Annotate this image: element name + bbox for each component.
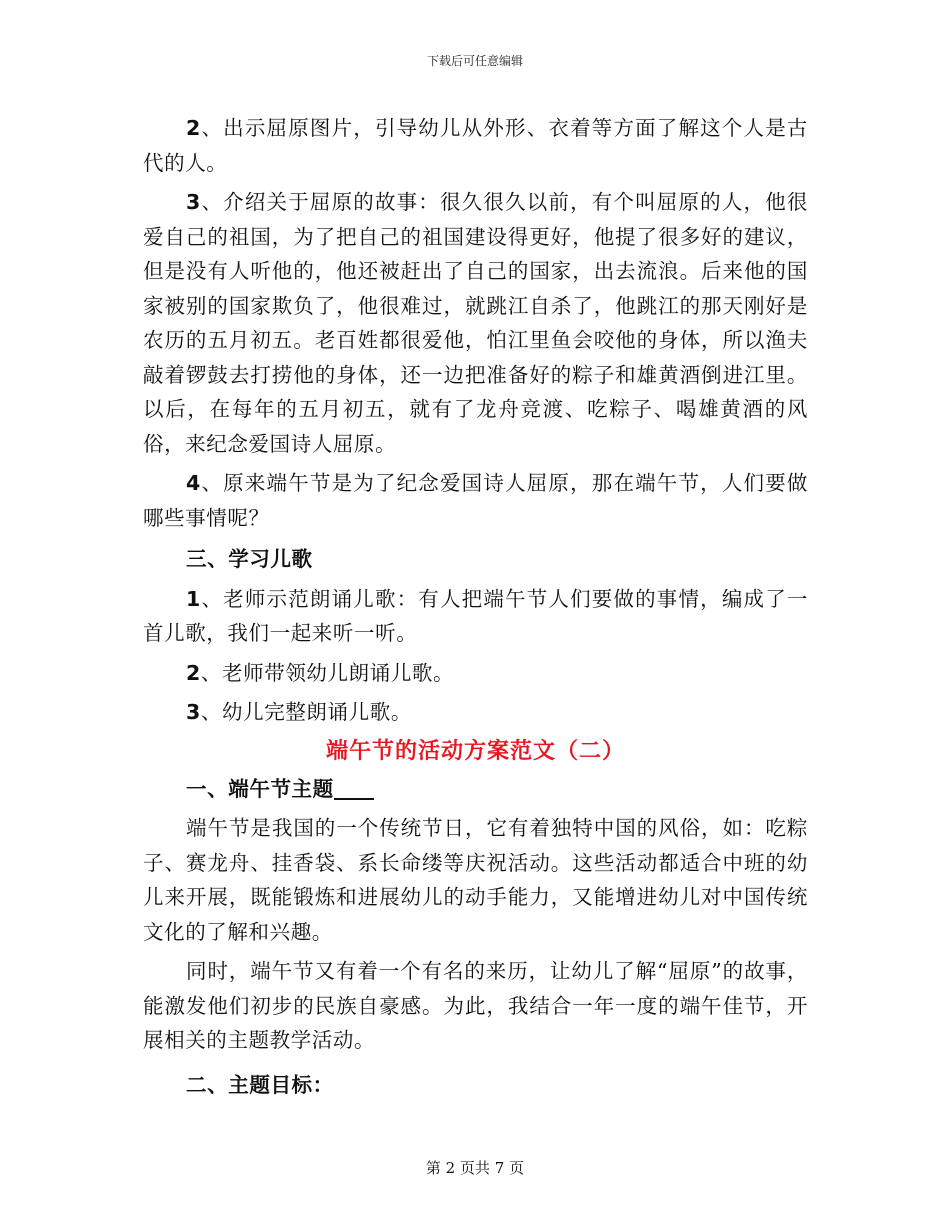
paragraph-text: 、老师示范朗诵儿歌：有人把端午节人们要做的事情，编成了一首儿歌，我们一起来听一听。 [143,586,808,645]
paragraph-text: 、介绍关于屈原的故事：很久很久以前，有个叫屈原的人，他很爱自己的祖国，为了把自己的祖国建设得更好，他提了很多好的建议，但是没有人听他的，他还被赶出了自己的国家，出去流浪。后来他的国家被别的国家欺负了，他很难过，就跳江自杀了，他跳江的那天刚好是农历的五月初五。老百姓都很爱他，怕江里鱼会咬他的身体，所以渔夫敲着锣鼓去打捞他的身体，还一边把准备好的粽子和雄黄酒倒进江里。以后，在每年的五月初五，就有了龙舟竞渡、吃粽子、喝雄黄酒的风俗，来纪念爱国诗人屈原。 [143,190,808,456]
step-number: 2 [186,660,201,685]
section-title: 端午节的活动方案范文（二） [325,737,625,764]
paragraph-step-4 [143,466,808,535]
heading-theme [143,772,808,807]
document-body [143,111,808,1102]
step-number: 1 [186,586,201,611]
page-header-note: 下载后可任意编辑 [426,54,523,68]
paragraph-theme-intro: 端午节是我国的一个传统节日，它有着独特中国的风俗，如：吃粽子、赛龙舟、挂香袋、系长命缕等庆祝活动。这些活动都适合中班的幼儿来开展，既能锻炼和进展幼儿的动手能力，又能增进幼儿对中国传统文化的了解和兴趣。 [143,816,808,944]
heading-learn-song: 三、学习儿歌 [186,547,313,571]
step-number: 2 [186,116,201,140]
paragraph-text: 、老师带领幼儿朗诵儿歌。 [200,660,455,685]
paragraph-theme-origin: 同时，端午节又有着一个有名的来历，让幼儿了解“屈原”的故事，能激发他们初步的民族自豪感。为此，我结合一年一度的端午佳节，开展相关的主题教学活动。 [143,959,808,1052]
paragraph-step-2 [143,111,808,180]
paragraph-learn-step-3 [143,695,808,730]
page-footer: 第 2 页共 7 页 [425,1159,525,1177]
heading-text: 一、端午节主题 [186,776,334,801]
paragraph-text: 、原来端午节是为了纪念爱国诗人屈原，那在端午节，人们要做哪些事情呢？ [143,471,808,530]
step-number: 4 [186,471,201,495]
paragraph-learn-step-1 [143,582,808,651]
step-number: 3 [186,190,201,214]
blank-underline [334,776,374,800]
paragraph-text: 、出示屈原图片，引导幼儿从外形、衣着等方面了解这个人是古代的人。 [143,116,808,175]
step-number: 3 [186,700,201,724]
paragraph-step-3 [143,185,808,461]
heading-goals: 二、主题目标： [186,1072,334,1097]
paragraph-text: 、幼儿完整朗诵儿歌。 [200,700,412,724]
paragraph-learn-step-2 [143,656,808,691]
